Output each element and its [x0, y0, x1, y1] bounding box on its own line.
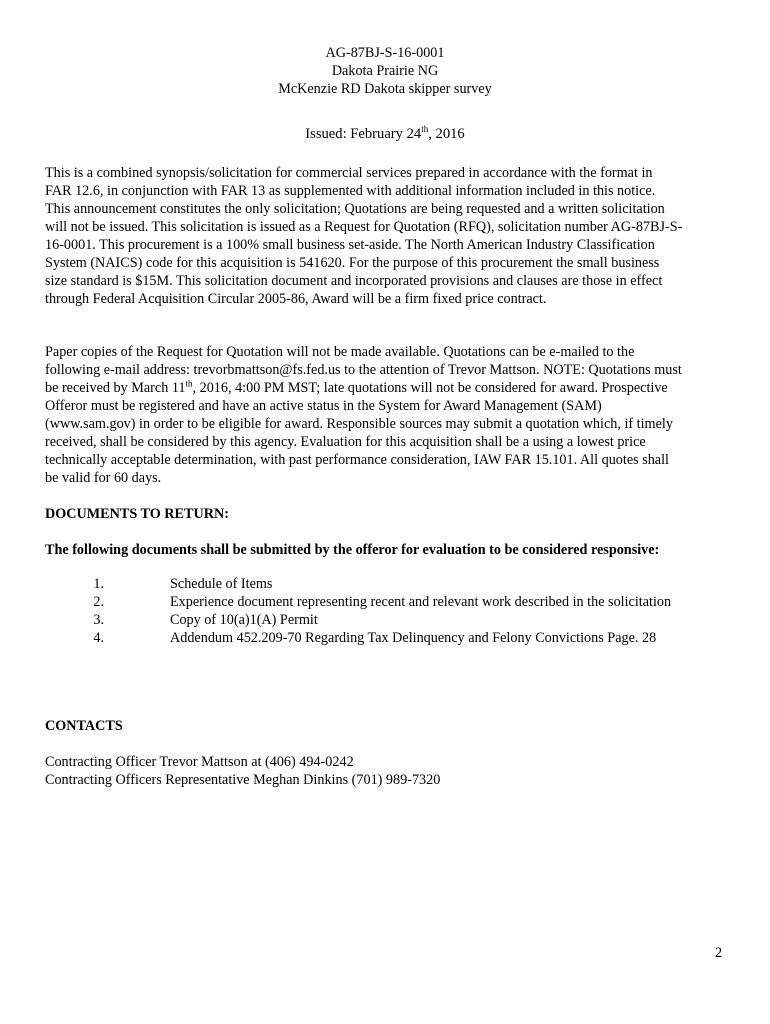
forest-name: Dakota Prairie NG — [331, 63, 439, 79]
list-item-text: Addendum 452.209-70 Regarding Tax Delinquency and Felony Convictions Page. 28 — [170, 630, 657, 646]
contacts-heading: CONTACTS — [45, 718, 123, 734]
submission-line: (www.sam.gov) in order to be eligible for award. Responsible sources may submit a quotation which, if timely — [45, 416, 673, 432]
document-header — [0, 44, 770, 98]
list-item-text: Copy of 10(a)1(A) Permit — [170, 612, 318, 628]
submission-line: be received by March 11th, 2016, 4:00 PM MST; late quotations will not be considered for award. Prospective — [45, 378, 668, 396]
synopsis-paragraph — [45, 164, 731, 308]
list-item — [0, 593, 770, 611]
list-item-number: 3. — [93, 612, 104, 628]
contacts-block — [45, 753, 440, 789]
submission-line: be valid for 60 days. — [45, 470, 162, 486]
list-item — [0, 575, 770, 593]
contracting-officer: Contracting Officer Trevor Mattson at (406) 494-0242 — [45, 754, 354, 770]
submission-paragraph — [45, 343, 731, 487]
synopsis-line: will not be issued. This solicitation is issued as a Request for Quotation (RFQ), solicitation number AG-87BJ-S- — [45, 219, 683, 235]
documents-heading: DOCUMENTS TO RETURN: — [45, 506, 229, 522]
submission-line: Offeror must be registered and have an active status in the System for Award Management (SAM) — [45, 398, 602, 414]
synopsis-line: System (NAICS) code for this acquisition is 541620. For the purpose of this procurement the small business — [45, 255, 660, 271]
synopsis-line: 16-0001. This procurement is a 100% small business set-aside. The North American Industry Classification — [45, 237, 655, 253]
issued-date: Issued: February 24th, 2016 — [305, 124, 465, 142]
solicitation-number: AG-87BJ-S-16-0001 — [325, 45, 445, 61]
list-item — [0, 629, 770, 647]
synopsis-line: through Federal Acquisition Circular 2005-86, Award will be a firm fixed price contract. — [45, 291, 547, 307]
submission-line: following e-mail address: trevorbmattson@fs.fed.us to the attention of Trevor Mattson. NOTE: Quotations must — [45, 362, 682, 378]
synopsis-line: This announcement constitutes the only solicitation; Quotations are being requested and a written solicitation — [45, 201, 665, 217]
contracting-officer-representative: Contracting Officers Representative Meghan Dinkins (701) 989-7320 — [45, 772, 441, 788]
project-title: McKenzie RD Dakota skipper survey — [278, 81, 492, 97]
list-item-text: Schedule of Items — [170, 576, 273, 592]
submission-line: technically acceptable determination, with past performance consideration, IAW FAR 15.101. All quotes shall — [45, 452, 669, 468]
list-item-number: 1. — [93, 576, 104, 592]
list-item-number: 4. — [93, 630, 104, 646]
page-number: 2 — [715, 945, 723, 961]
documents-list — [0, 575, 770, 647]
submission-line: Paper copies of the Request for Quotation will not be made available. Quotations can be e-mailed to the — [45, 344, 635, 360]
list-item-text: Experience document representing recent and relevant work described in the solicitation — [170, 594, 672, 610]
synopsis-line: FAR 12.6, in conjunction with FAR 13 as supplemented with additional information included in this notice. — [45, 183, 656, 199]
list-item-number: 2. — [93, 594, 104, 610]
submission-line: received, shall be considered by this agency. Evaluation for this acquisition shall be a using a lowest price — [45, 434, 646, 450]
synopsis-line: This is a combined synopsis/solicitation for commercial services prepared in accordance with the format in — [45, 165, 653, 181]
list-item — [0, 611, 770, 629]
synopsis-line: size standard is $15M. This solicitation document and incorporated provisions and clauses are those in effect — [45, 273, 663, 289]
documents-subheading: The following documents shall be submitted by the offeror for evaluation to be considered responsive: — [45, 542, 660, 558]
